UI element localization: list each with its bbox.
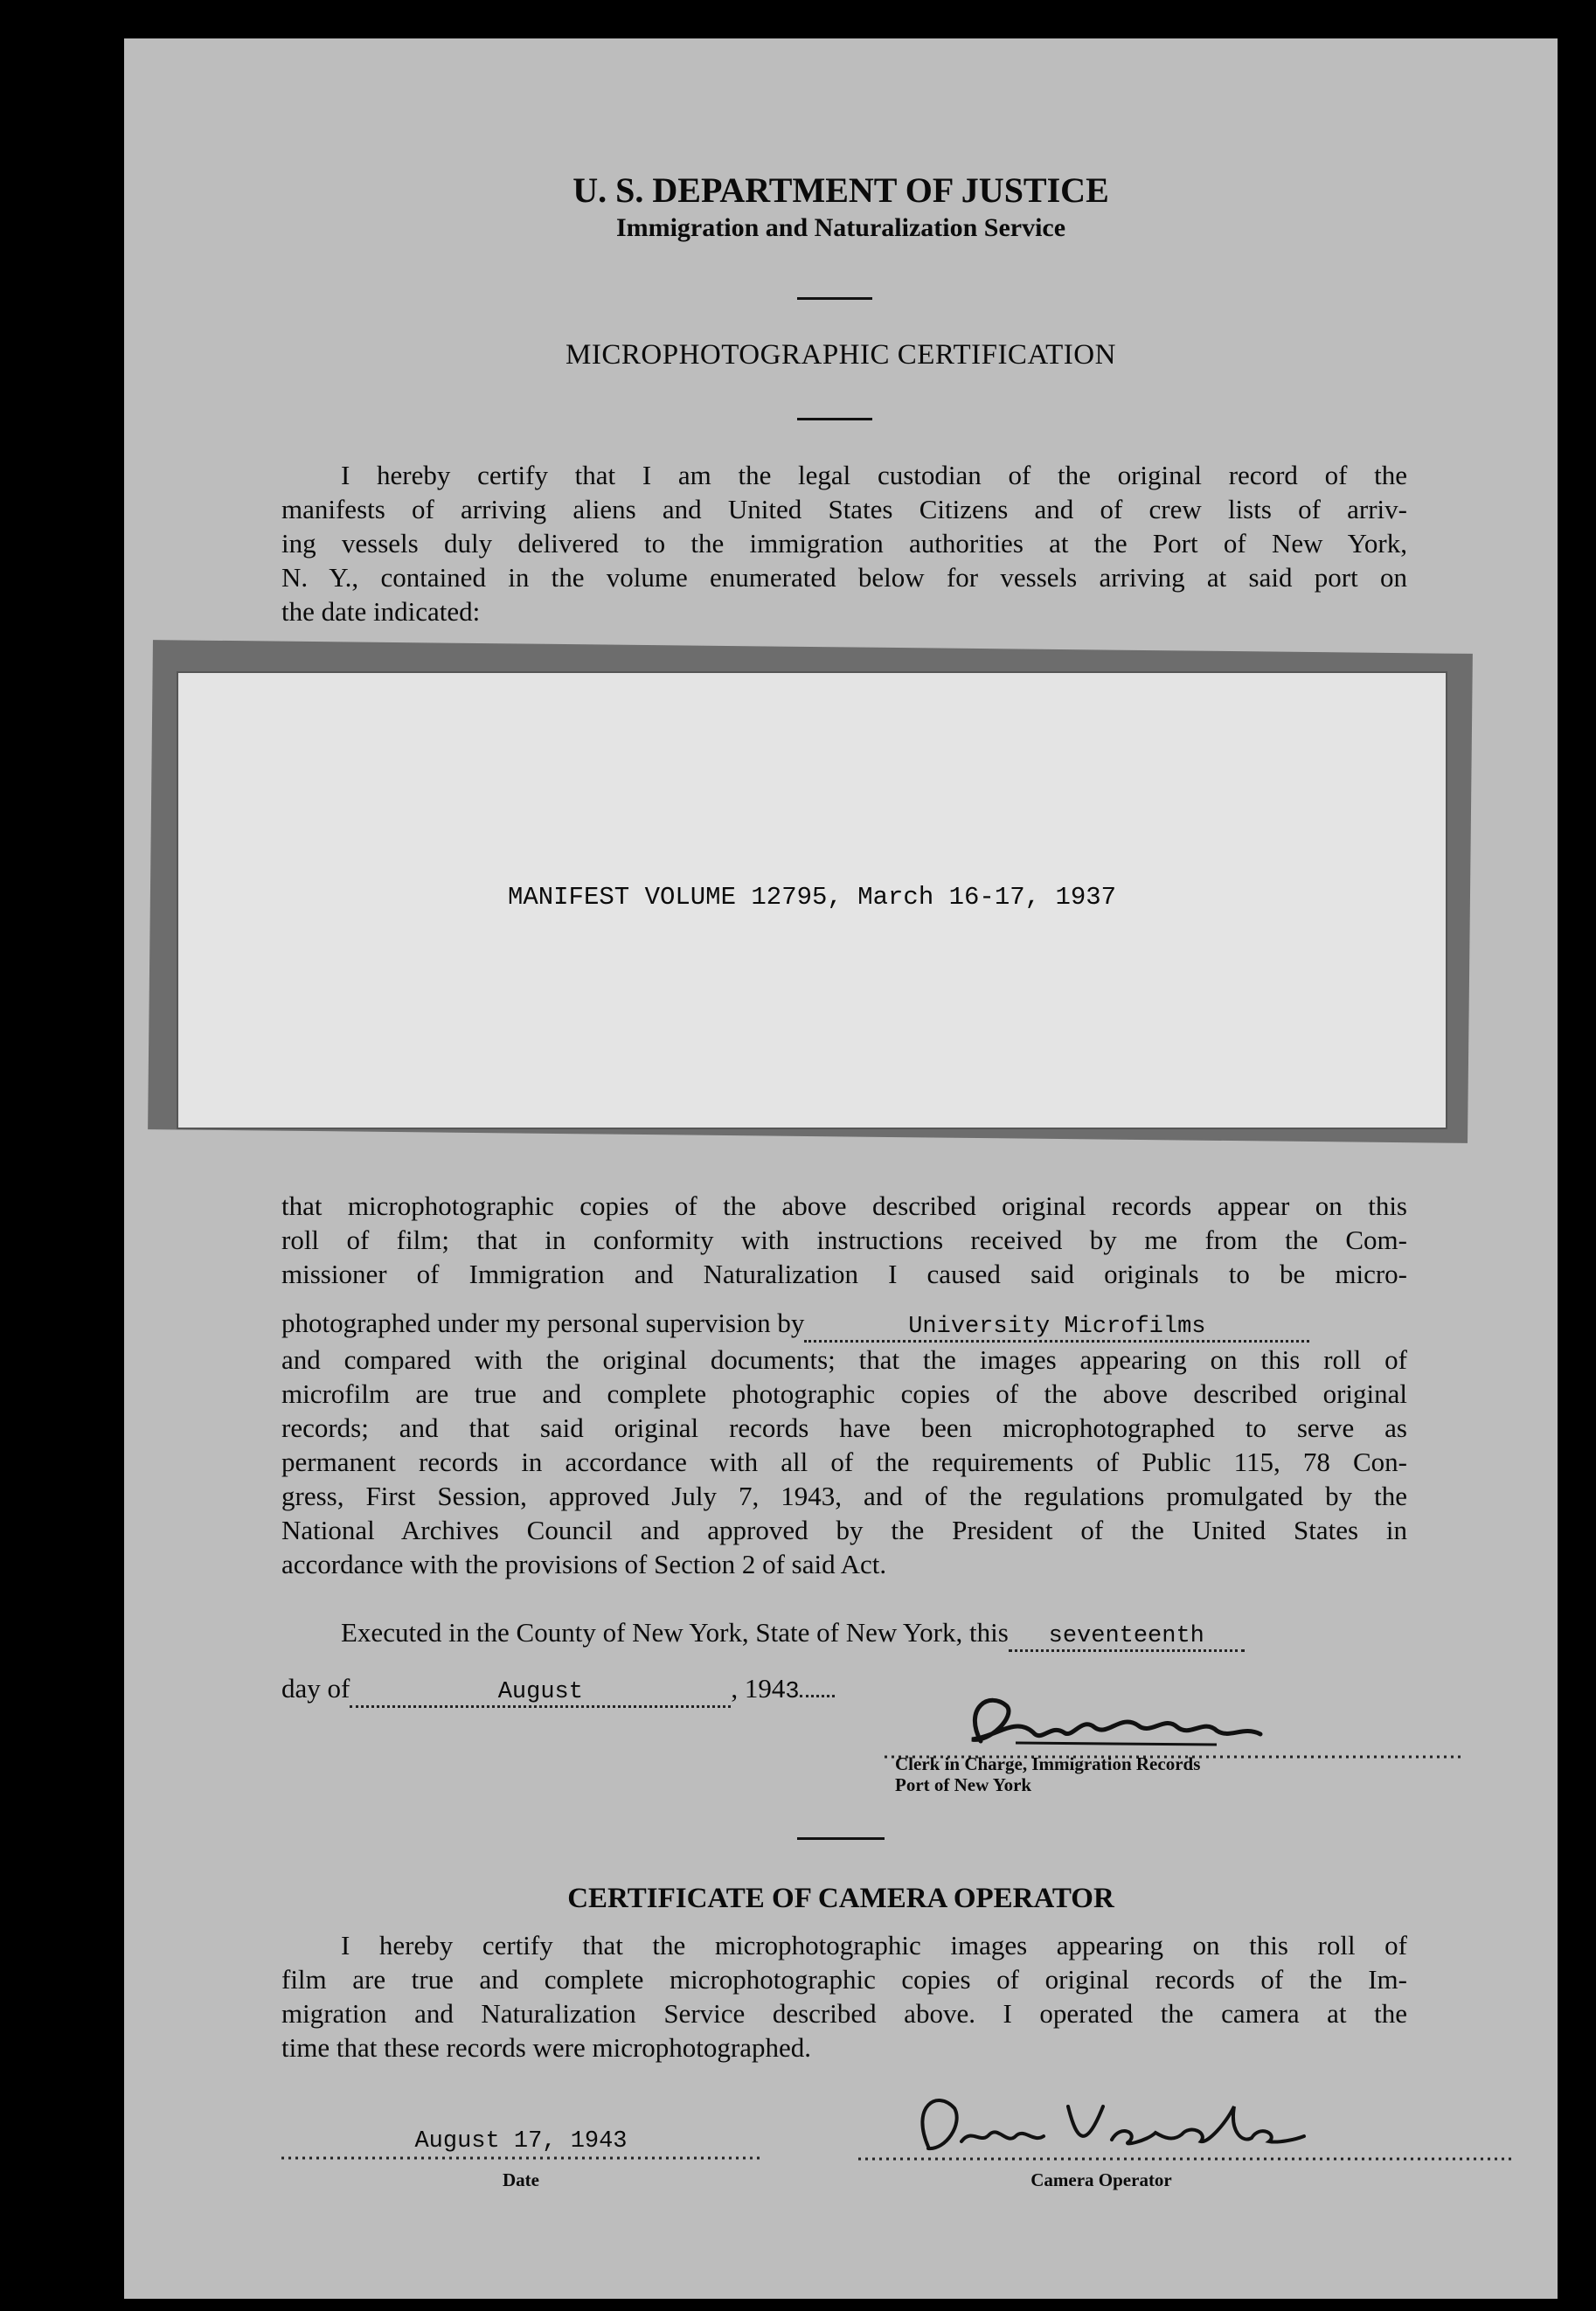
- text-line: missioner of Immigration and Naturalization I caused said originals to be micro-: [281, 1259, 1407, 1289]
- text-line: microfilm are true and complete photographic copies of the above described original: [281, 1378, 1407, 1409]
- intro-paragraph: [281, 458, 1407, 628]
- year-prefix: , 194: [731, 1673, 786, 1704]
- text-line: N. Y., contained in the volume enumerated below for vessels arriving at said port on: [281, 562, 1407, 593]
- date-line: [281, 1673, 835, 1708]
- text-line: accordance with the provisions of Section 2 of said Act.: [281, 1549, 887, 1579]
- agency-heading: U. S. DEPARTMENT OF JUSTICE: [572, 170, 1109, 210]
- certification-title: MICROPHOTOGRAPHIC CERTIFICATION: [566, 339, 1116, 371]
- text-line: migration and Naturalization Service described above. I operated the camera at the: [281, 1998, 1407, 2029]
- operator-signature: [858, 2089, 1523, 2168]
- supervisor-field: [804, 1308, 1309, 1343]
- year-digit: 3: [785, 1679, 800, 1705]
- divider: [797, 297, 872, 300]
- text-line: roll of film; that in conformity with instructions received by me from the Com-: [281, 1225, 1407, 1255]
- operator-caption: Camera Operator: [1030, 2169, 1172, 2190]
- operator-date-field: [281, 2122, 760, 2155]
- divider: [797, 1837, 885, 1840]
- year-trailer: [800, 1695, 835, 1697]
- text-line: I hereby certify that the microphotographic images appearing on this roll of: [341, 1930, 1407, 1961]
- certificate-document: [124, 38, 1558, 2299]
- supervisor-value: University Microfilms: [908, 1314, 1206, 1340]
- manifest-volume: MANIFEST VOLUME 12795, March 16-17, 1937: [507, 883, 1117, 912]
- text-line: manifests of arriving aliens and United States Citizens and of crew lists of arriv-: [281, 494, 1407, 524]
- executed-prefix: Executed in the County of New York, State of New York, this: [341, 1617, 1009, 1648]
- text-line: that microphotographic copies of the above described original records appear on this: [281, 1190, 1407, 1221]
- text-line: film are true and complete microphotographic copies of original records of the Im-: [281, 1964, 1407, 1995]
- operator-date-value: August 17, 1943: [414, 2128, 628, 2155]
- operator-paragraph: [281, 1928, 1407, 2065]
- text-line: National Archives Council and approved by the President of the United States in: [281, 1515, 1407, 1545]
- text-line: gress, First Session, approved July 7, 1943, and of the regulations promulgated by the: [281, 1481, 1407, 1511]
- supervision-prefix: photographed under my personal supervision by: [281, 1308, 805, 1338]
- text-line: and compared with the original documents; that the images appearing on this roll of: [281, 1344, 1407, 1375]
- text-line: records; and that said original records have been microphotographed to serve as: [281, 1412, 1407, 1443]
- clerk-port: Port of New York: [895, 1774, 1032, 1795]
- divider: [797, 418, 872, 420]
- executed-day-field: [1009, 1617, 1245, 1652]
- manifest-slip: [177, 671, 1447, 1129]
- service-subheading: Immigration and Naturalization Service: [615, 213, 1066, 242]
- executed-line: [341, 1617, 1245, 1652]
- body-paragraph-continued: [281, 1343, 1407, 1581]
- text-line: ing vessels duly delivered to the immigration authorities at the Port of New York,: [281, 528, 1407, 559]
- text-line: I hereby certify that I am the legal custodian of the original record of the: [341, 460, 1407, 490]
- body-paragraph: [281, 1189, 1407, 1291]
- text-line: permanent records in accordance with all of the requirements of Public 115, 78 Con-: [281, 1447, 1407, 1477]
- operator-title: CERTIFICATE OF CAMERA OPERATOR: [567, 1883, 1114, 1914]
- text-line: time that these records were microphotographed.: [281, 2032, 811, 2063]
- date-dotted-line: [281, 2154, 764, 2162]
- executed-day: seventeenth: [1048, 1623, 1204, 1649]
- month-value: August: [497, 1679, 583, 1705]
- day-of-label: day of: [281, 1673, 350, 1704]
- clerk-title: Clerk in Charge, Immigration Records: [895, 1753, 1201, 1774]
- month-field: [350, 1673, 731, 1708]
- date-caption: Date: [503, 2169, 539, 2190]
- supervision-line: [281, 1308, 1309, 1343]
- text-line: the date indicated:: [281, 596, 481, 627]
